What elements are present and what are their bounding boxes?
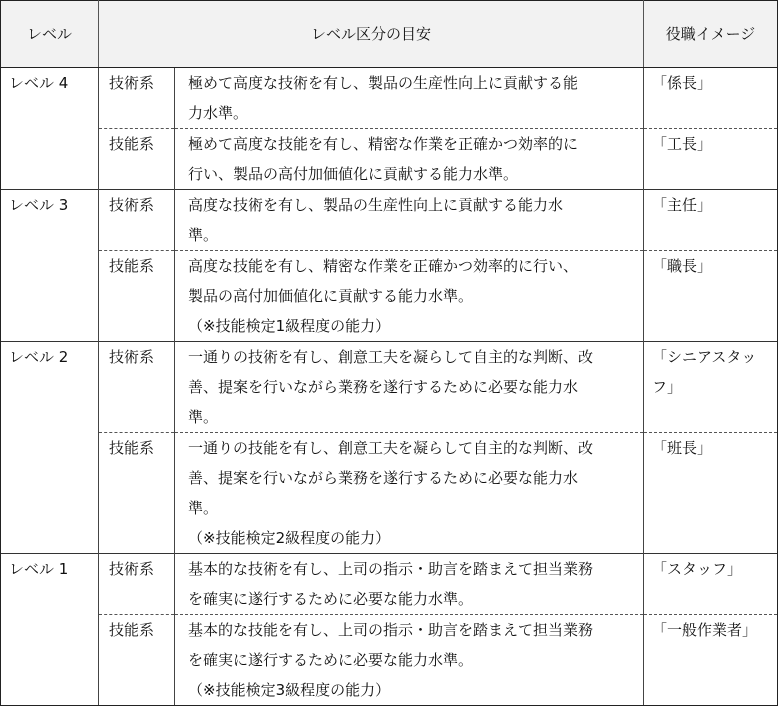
table-row bbox=[1, 190, 778, 251]
table-row bbox=[1, 68, 778, 129]
description-line: 一通りの技能を有し、創意工夫を凝らして自主的な判断、改 bbox=[188, 439, 594, 457]
type-cell: 技術系 bbox=[99, 342, 175, 433]
description-cell bbox=[175, 251, 644, 342]
type-cell: 技能系 bbox=[99, 129, 175, 190]
description-cell bbox=[175, 615, 644, 706]
type-cell: 技能系 bbox=[99, 433, 175, 554]
role-cell: 「スタッフ」 bbox=[644, 554, 778, 615]
description-line: 善、提案を行いながら業務を遂行するために必要な能力水 bbox=[188, 378, 579, 396]
level-cell: レベル 2 bbox=[1, 342, 99, 554]
description-line: 力水準。 bbox=[188, 104, 249, 122]
level-cell: レベル 1 bbox=[1, 554, 99, 706]
role-cell: 「主任」 bbox=[644, 190, 778, 251]
description-cell bbox=[175, 342, 644, 433]
type-cell: 技能系 bbox=[99, 615, 175, 706]
description-line: 準。 bbox=[188, 408, 219, 426]
description-line: （※技能検定2級程度の能力） bbox=[188, 529, 391, 547]
description-line: を確実に遂行するために必要な能力水準。 bbox=[188, 590, 474, 608]
table-row bbox=[1, 251, 778, 342]
header-role: 役職イメージ bbox=[644, 1, 778, 68]
table-row bbox=[1, 433, 778, 554]
table-row bbox=[1, 615, 778, 706]
description-cell bbox=[175, 68, 644, 129]
description-line: 極めて高度な技術を有し、製品の生産性向上に貢献する能 bbox=[188, 74, 579, 92]
type-cell: 技術系 bbox=[99, 190, 175, 251]
description-line: 善、提案を行いながら業務を遂行するために必要な能力水 bbox=[188, 469, 579, 487]
role-cell: 「係長」 bbox=[644, 68, 778, 129]
level-cell: レベル 3 bbox=[1, 190, 99, 342]
header-description: レベル区分の目安 bbox=[99, 1, 644, 68]
description-line: （※技能検定1級程度の能力） bbox=[188, 317, 391, 335]
description-cell bbox=[175, 129, 644, 190]
table-row bbox=[1, 129, 778, 190]
description-line: 行い、製品の高付加価値化に貢献する能力水準。 bbox=[188, 165, 519, 183]
type-cell: 技能系 bbox=[99, 251, 175, 342]
description-cell bbox=[175, 554, 644, 615]
description-line: 高度な技術を有し、製品の生産性向上に貢献する能力水 bbox=[188, 196, 564, 214]
description-cell bbox=[175, 433, 644, 554]
description-line: 極めて高度な技能を有し、精密な作業を正確かつ効率的に bbox=[188, 135, 579, 153]
role-cell: 「工長」 bbox=[644, 129, 778, 190]
role-cell: 「一般作業者」 bbox=[644, 615, 778, 706]
type-cell: 技術系 bbox=[99, 68, 175, 129]
description-line: 高度な技能を有し、精密な作業を正確かつ効率的に行い、 bbox=[188, 257, 579, 275]
type-cell: 技術系 bbox=[99, 554, 175, 615]
role-cell: 「シニアスタッフ」 bbox=[644, 342, 778, 433]
description-line: 準。 bbox=[188, 226, 219, 244]
description-line: を確実に遂行するために必要な能力水準。 bbox=[188, 651, 474, 669]
role-cell: 「職長」 bbox=[644, 251, 778, 342]
description-line: （※技能検定3級程度の能力） bbox=[188, 681, 391, 699]
table-row bbox=[1, 554, 778, 615]
description-line: 一通りの技術を有し、創意工夫を凝らして自主的な判断、改 bbox=[188, 348, 594, 366]
table-header-row bbox=[1, 1, 778, 68]
header-level: レベル bbox=[1, 1, 99, 68]
role-cell: 「班長」 bbox=[644, 433, 778, 554]
description-line: 基本的な技能を有し、上司の指示・助言を踏まえて担当業務 bbox=[188, 621, 594, 639]
description-line: 製品の高付加価値化に貢献する能力水準。 bbox=[188, 287, 474, 305]
table-row bbox=[1, 342, 778, 433]
level-cell: レベル 4 bbox=[1, 68, 99, 190]
description-line: 基本的な技術を有し、上司の指示・助言を踏まえて担当業務 bbox=[188, 560, 594, 578]
description-line: 準。 bbox=[188, 499, 219, 517]
description-cell bbox=[175, 190, 644, 251]
